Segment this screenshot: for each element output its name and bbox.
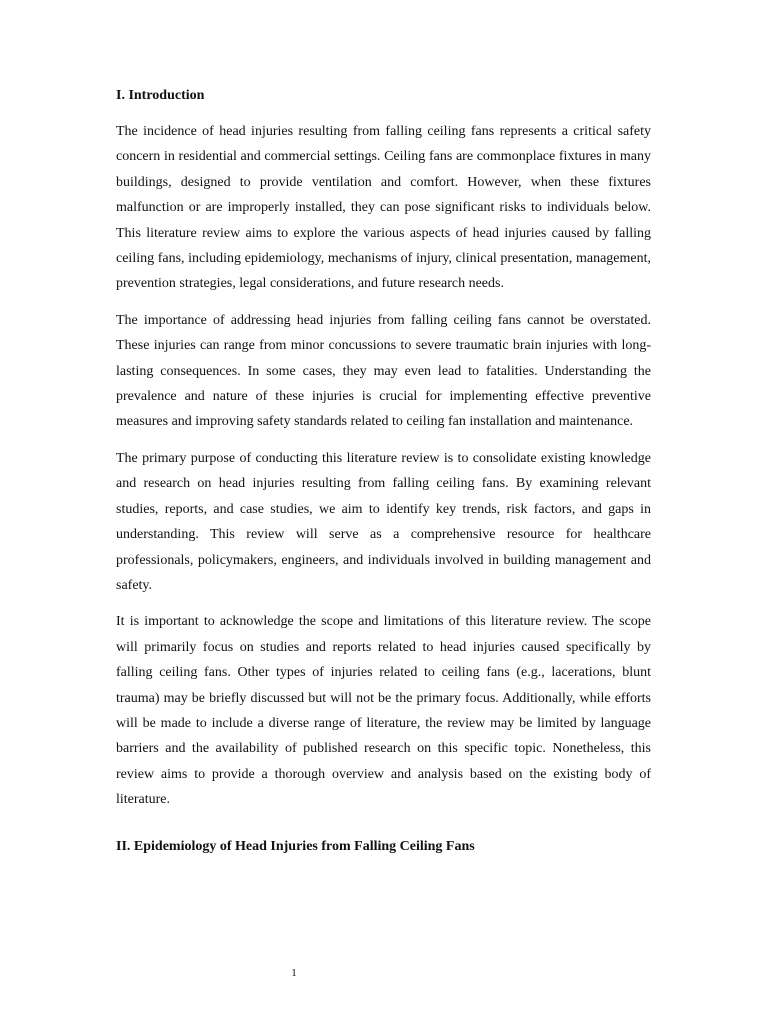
page-content — [116, 86, 651, 870]
paragraph-1: The incidence of head injuries resulting from falling ceiling fans represents a critical safety concern in residential and commercial settings. Ceiling fans are commonplace fixtures in many buildings, designed to provide ventilation and comfort. However, when these fixtures malfunction or are improperly installed, they can pose significant risks to individuals below. This literature review aims to explore the various aspects of head injuries caused by falling ceiling fans, including epidemiology, mechanisms of injury, clinical presentation, management, prevention strategies, legal considerations, and future research needs. — [116, 124, 651, 292]
section-heading-epidemiology: II. Epidemiology of Head Injuries from Falling Ceiling Fans — [116, 838, 475, 854]
page-number: 1 — [291, 967, 297, 979]
paragraph-2: The importance of addressing head injuries from falling ceiling fans cannot be overstated. These injuries can range from minor concussions to severe traumatic brain injuries with long-lasting consequences. In some cases, they may even lead to fatalities. Understanding the prevalence and nature of these injuries is crucial for implementing effective preventive measures and improving safety standards related to ceiling fan installation and maintenance. — [116, 312, 651, 430]
paragraph-4: It is important to acknowledge the scope and limitations of this literature review. The scope will primarily focus on studies and reports related to head injuries caused specifically by falling ceiling fans. Other types of injuries related to ceiling fans (e.g., lacerations, blunt trauma) may be briefly discussed but will not be the primary focus. Additionally, while efforts will be made to include a diverse range of literature, the review may be limited by language barriers and the availability of published research on this specific topic. Nonetheless, this review aims to provide a thorough overview and analysis based on the existing body of literature. — [116, 614, 651, 808]
paragraph-3: The primary purpose of conducting this literature review is to consolidate existing knowledge and research on head injuries resulting from falling ceiling fans. By examining relevant studies, reports, and case studies, we aim to identify key trends, risk factors, and gaps in understanding. This review will serve as a comprehensive resource for healthcare professionals, policymakers, engineers, and individuals involved in building management and safety. — [116, 450, 651, 593]
section-heading-introduction: I. Introduction — [116, 88, 205, 103]
